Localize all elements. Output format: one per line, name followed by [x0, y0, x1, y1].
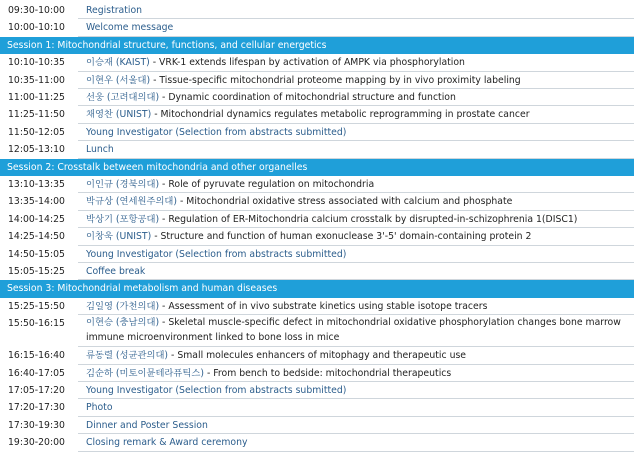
speaker-name: 김일영 (가천의대) [86, 300, 160, 312]
event-label: Welcome message [86, 22, 174, 34]
time-slot: 16:40-17:05 [8, 367, 65, 379]
speaker-name: 김순하 (미토이뮨테라퓨틱스) [86, 367, 204, 379]
row-content [86, 193, 630, 210]
row-content [86, 399, 630, 416]
schedule-row [0, 106, 634, 123]
speaker-name: 채영찬 (UNIST) [86, 109, 152, 121]
row-divider [78, 451, 634, 452]
event-label: Registration [86, 5, 143, 16]
talk-title: - Small molecules enhancers of mitophagy and therapeutic use [168, 350, 467, 362]
event-label: Lunch [86, 144, 114, 156]
time-slot: 15:50-16:15 [8, 318, 65, 330]
row-content [86, 89, 630, 106]
schedule-row [0, 176, 634, 193]
row-content [86, 141, 630, 158]
speaker-name: 박상기 (포항공대) [86, 213, 160, 225]
schedule-row [0, 382, 634, 399]
row-content [86, 124, 630, 141]
row-content [86, 54, 630, 71]
session-title: Session 1: Mitochondrial structure, functions, and cellular energetics [7, 39, 327, 51]
event-label: Photo [86, 402, 113, 414]
time-slot: 13:10-13:35 [8, 179, 65, 190]
schedule-row [0, 315, 634, 347]
schedule-row [0, 417, 634, 434]
row-content [86, 263, 630, 280]
row-content [86, 176, 630, 193]
time-slot: 09:30-10:00 [8, 5, 65, 16]
talk-title: - Skeletal muscle-specific defect in mitochondrial oxidative phosphorylation changes bone marrow immune microenvironment linked to bone loss in mice [86, 317, 621, 343]
speaker-name: 선웅 (고려대의대) [86, 92, 160, 103]
speaker-name: 이현우 (서울대) [86, 74, 151, 86]
schedule-row [0, 246, 634, 263]
time-slot: 16:15-16:40 [8, 350, 65, 362]
row-content [86, 417, 630, 434]
session-header [0, 280, 634, 297]
schedule-row [0, 263, 634, 280]
row-content [86, 106, 630, 123]
session-header [0, 159, 634, 176]
schedule-row [0, 298, 634, 315]
time-slot: 14:50-15:05 [8, 248, 65, 260]
schedule-row [0, 2, 634, 19]
session-title: Session 3: Mitochondrial metabolism and human diseases [7, 283, 278, 295]
row-content [86, 347, 630, 364]
time-slot: 11:50-12:05 [8, 126, 65, 138]
schedule-row [0, 89, 634, 106]
session-header [0, 37, 634, 54]
row-content [86, 2, 630, 19]
time-slot: 10:10-10:35 [8, 57, 65, 69]
row-content [86, 246, 630, 263]
time-slot: 17:30-19:30 [8, 419, 65, 431]
event-label: Young Investigator (Selection from abstracts submitted) [86, 385, 347, 396]
talk-title: - Dynamic coordination of mitochondrial structure and function [159, 92, 456, 103]
schedule-row [0, 19, 634, 36]
speaker-name: 류동렬 (성균관의대) [86, 350, 169, 362]
speaker-name: 이승재 (KAIST) [86, 57, 150, 69]
talk-title: - Assessment of in vivo substrate kinetics using stable isotope tracers [159, 300, 488, 312]
schedule-row [0, 72, 634, 89]
row-content [86, 365, 630, 382]
row-content [86, 382, 630, 399]
time-slot: 17:05-17:20 [8, 385, 65, 396]
schedule-row [0, 141, 634, 158]
speaker-name: 이창욱 (UNIST) [86, 231, 152, 243]
time-slot: 11:00-11:25 [8, 92, 65, 103]
speaker-name: 이인규 (경북의대) [86, 179, 160, 190]
event-label: Dinner and Poster Session [86, 419, 208, 431]
schedule-row [0, 347, 634, 364]
talk-title: - Structure and function of human exonuclease 3'-5' domain-containing protein 2 [151, 231, 532, 243]
time-slot: 10:00-10:10 [8, 22, 65, 34]
time-slot: 14:00-14:25 [8, 213, 65, 225]
speaker-name: 이현승 (충남의대) [86, 317, 160, 329]
talk-title: - Tissue-specific mitochondrial proteome mapping by in vivo proximity labeling [150, 74, 521, 86]
row-content [86, 19, 630, 36]
talk-title: - Mitochondrial dynamics regulates metabolic reprogramming in prostate cancer [151, 109, 530, 121]
time-slot: 13:35-14:00 [8, 196, 65, 208]
row-content [86, 211, 630, 228]
row-content [86, 298, 630, 315]
row-content [86, 228, 630, 245]
event-label: Young Investigator (Selection from abstracts submitted) [86, 126, 347, 138]
time-slot: 11:25-11:50 [8, 109, 65, 121]
row-content [86, 72, 630, 89]
session-title: Session 2: Crosstalk between mitochondria and other organelles [7, 161, 308, 173]
schedule-row [0, 211, 634, 228]
time-slot: 19:30-20:00 [8, 437, 65, 449]
schedule-row [0, 399, 634, 416]
schedule-row [0, 365, 634, 382]
time-slot: 14:25-14:50 [8, 231, 65, 243]
schedule-row [0, 193, 634, 210]
time-slot: 15:05-15:25 [8, 266, 65, 277]
event-label: Young Investigator (Selection from abstracts submitted) [86, 248, 347, 260]
time-slot: 12:05-13:10 [8, 144, 65, 156]
talk-title: - Mitochondrial oxidative stress associated with calcium and phosphate [177, 196, 513, 208]
schedule-row [0, 124, 634, 141]
talk-title: - VRK-1 extends lifespan by activation of AMPK via phosphorylation [149, 57, 465, 69]
row-content [86, 434, 630, 451]
time-slot: 10:35-11:00 [8, 74, 65, 86]
event-label: Closing remark & Award ceremony [86, 437, 248, 449]
row-content [86, 316, 630, 345]
talk-title: - Role of pyruvate regulation on mitochondria [159, 179, 375, 190]
schedule-row [0, 54, 634, 71]
schedule-row [0, 228, 634, 245]
time-slot: 15:25-15:50 [8, 300, 65, 312]
event-label: Coffee break [86, 266, 146, 277]
time-slot: 17:20-17:30 [8, 402, 65, 414]
talk-title: - From bench to bedside: mitochondrial therapeutics [203, 367, 452, 379]
schedule-row [0, 434, 634, 451]
speaker-name: 박규상 (연세원주의대) [86, 196, 178, 208]
talk-title: - Regulation of ER-Mitochondria calcium crosstalk by disrupted-in-schizophrenia 1(DISC1) [159, 213, 578, 225]
